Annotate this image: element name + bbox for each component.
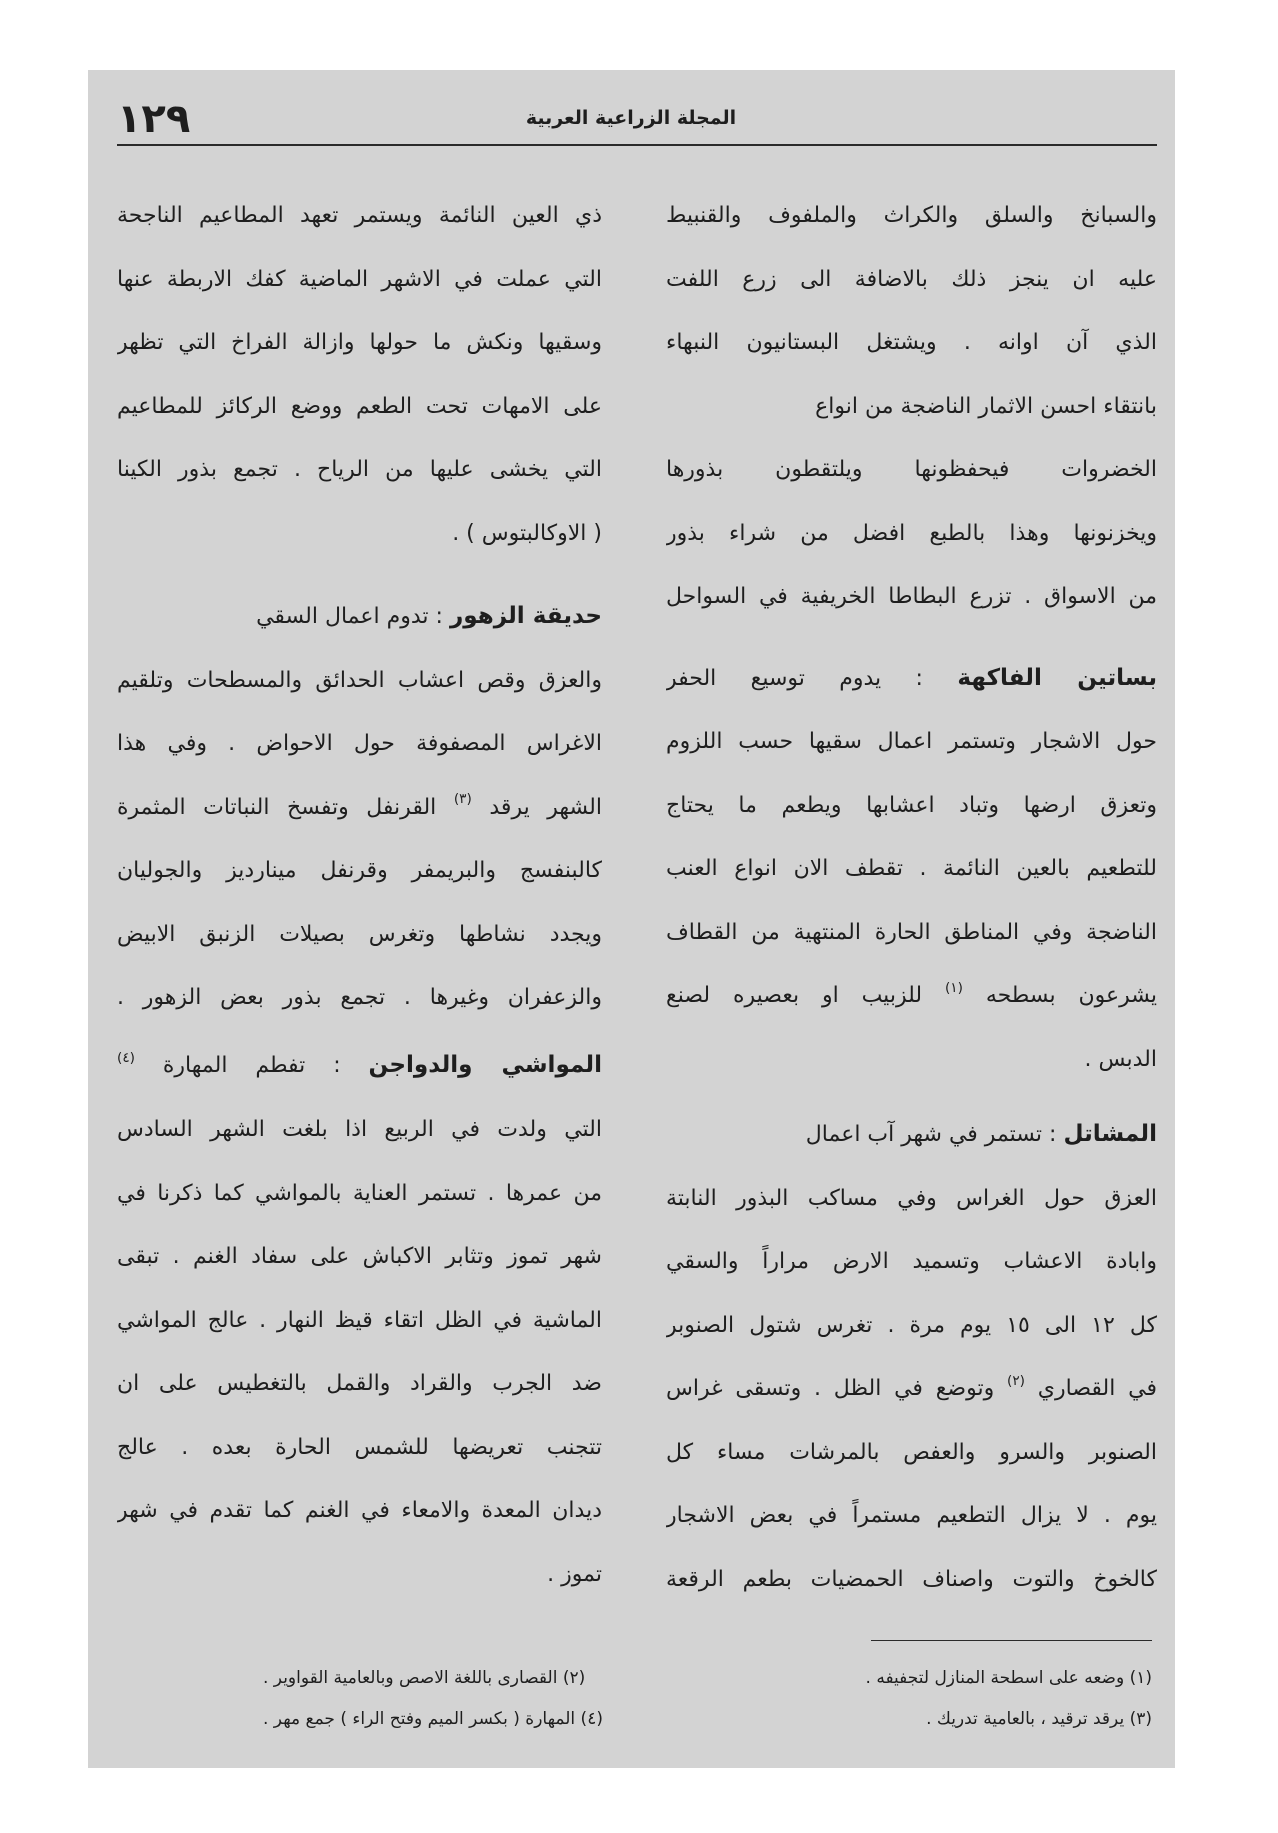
- line-content: [666, 1503, 1157, 1528]
- text-line: [666, 1294, 1157, 1358]
- text-line: [117, 1162, 602, 1226]
- paragraph: [666, 1103, 1157, 1611]
- line-content: [117, 791, 602, 820]
- line-text: ( الاوكالبتوس ) .: [452, 520, 602, 546]
- line-content: [666, 1567, 1157, 1592]
- text-line: [117, 1225, 602, 1289]
- footnote: (٣) يرقد ترقيد ، بالعامية تدريك .: [926, 1709, 1152, 1729]
- paragraph: [117, 585, 602, 1030]
- text-line: [666, 438, 1157, 502]
- text-line: [117, 1543, 602, 1607]
- footnote: (٤) المهارة ( بكسر الميم وفتح الراء ) جمع مهر .: [263, 1709, 603, 1729]
- line-text: كل ١٢ الى ١٥ يوم مرة . تغرس شتول الصنوبر: [666, 1312, 1157, 1338]
- line-text: والعزق وقص اعشاب الحدائق والمسطحات وتلقيم: [117, 667, 602, 693]
- line-text: والسبانخ والسلق والكراث والملفوف والقنبيط: [666, 203, 1157, 228]
- text-line: [666, 184, 1157, 248]
- line-content: [666, 920, 1157, 945]
- line-text: ويخزنونها وهذا بالطبع افضل من شراء بذور: [666, 520, 1157, 546]
- line-content: [117, 985, 602, 1010]
- line-text: ضد الجرب والقراد والقمل بالتغطيس على ان: [117, 1371, 602, 1396]
- text-line: [117, 839, 602, 903]
- paragraph: [117, 184, 602, 565]
- line-text: القرنفل وتفسخ النباتات المثمرة: [117, 794, 437, 820]
- line-content: [117, 203, 602, 228]
- line-text: عليه ان ينجز ذلك بالاضافة الى زرع اللفت: [666, 266, 1157, 292]
- line-content: [117, 330, 602, 355]
- line-text: الماشية في الظل اتقاء قيظ النهار . عالج المواشي: [117, 1307, 602, 1333]
- line-text: تموز .: [547, 1561, 602, 1587]
- line-text: ويجدد نشاطها وتغرس بصيلات الزنبق الابيض: [117, 921, 602, 947]
- line-content: [666, 457, 1157, 482]
- line-text: للتطعيم بالعين النائمة . تقطف الان انواع العنب: [666, 856, 1157, 881]
- line-content: [117, 858, 602, 883]
- text-line: [666, 248, 1157, 312]
- text-line: [117, 966, 602, 1030]
- footnote-marker: (١): [944, 979, 963, 996]
- text-column-right: [666, 184, 1157, 1611]
- line-content: [666, 1372, 1157, 1401]
- line-text: وتوضع في الظل . وتسقى غراس: [666, 1376, 995, 1401]
- line-text: الذي آن اوانه . ويشتغل البستانيون النبهاء: [666, 330, 1157, 355]
- section-heading: حديقة الزهور: [449, 603, 602, 629]
- line-text: من عمرها . تستمر العناية بالمواشي كما ذكرنا في: [117, 1180, 602, 1206]
- line-text: للزبيب او بعصيره لصنع: [666, 983, 923, 1008]
- line-text: : تدوم اعمال السقي: [256, 604, 443, 629]
- footnote: (٢) القصارى باللغة الاصص وبالعامية القواوير .: [263, 1668, 586, 1688]
- paragraph: [666, 647, 1157, 1092]
- footnote-row: [263, 1663, 1152, 1693]
- line-content: [815, 394, 1157, 419]
- line-text: التي عملت في الاشهر الماضية كفك الاربطة عنها: [117, 266, 602, 292]
- line-text: : تفطم المهارة: [162, 1053, 341, 1079]
- line-text: التي ولدت في الربيع اذا بلغت الشهر السادس: [117, 1117, 602, 1142]
- line-text: ذي العين النائمة ويستمر تعهد المطاعيم الناجحة: [117, 203, 602, 228]
- line-content: [117, 668, 602, 693]
- line-text: الاغراس المصفوفة حول الاحواض . وفي هذا: [117, 731, 602, 756]
- line-content: [666, 1186, 1157, 1211]
- line-text: وابادة الاعشاب وتسميد الارض مراراً والسقي: [666, 1249, 1157, 1274]
- text-line: [666, 901, 1157, 965]
- line-content: [117, 1371, 602, 1396]
- line-content: [117, 922, 602, 947]
- text-line: [117, 1098, 602, 1162]
- line-content: [117, 457, 602, 482]
- footnote-marker: (٤): [117, 1050, 135, 1067]
- line-content: [666, 729, 1157, 754]
- line-content: [117, 267, 602, 292]
- line-text: الدبس .: [1084, 1046, 1157, 1072]
- text-line: [666, 710, 1157, 774]
- line-content: [117, 394, 602, 419]
- line-content: [666, 1249, 1157, 1274]
- text-line: [666, 964, 1157, 1028]
- line-text: الخضروات فيحفظونها ويلتقطون بذورها: [666, 457, 1157, 482]
- text-line: [117, 248, 602, 312]
- line-text: ديدان المعدة والامعاء في الغنم كما تقدم في شهر: [117, 1498, 602, 1523]
- text-line: [666, 375, 1157, 439]
- text-line: [666, 1421, 1157, 1485]
- magazine-page: [88, 70, 1175, 1768]
- line-content: [117, 1244, 602, 1269]
- line-content: [666, 1440, 1157, 1465]
- line-text: حول الاشجار وتستمر اعمال سقيها حسب اللزوم: [666, 729, 1157, 754]
- text-line: [117, 311, 602, 375]
- line-text: وتعزق ارضها وتباد اعشابها ويطعم ما يحتاج: [666, 792, 1157, 818]
- text-line: [117, 1416, 602, 1480]
- line-text: الناضجة وفي المناطق الحارة المنتهية من القطاف: [666, 919, 1157, 945]
- line-text: يشرعون بسطحه: [985, 983, 1157, 1008]
- line-text: يوم . لا يزال التطعيم مستمراً في بعض الاشجار: [666, 1503, 1157, 1528]
- line-content: [666, 203, 1157, 228]
- text-line: [666, 1028, 1157, 1092]
- line-text: الشهر يرقد: [489, 794, 602, 820]
- text-line: [666, 565, 1157, 629]
- line-content: [117, 1435, 602, 1460]
- line-content: [117, 1181, 602, 1206]
- line-text: والزعفران وغيرها . تجمع بذور بعض الزهور .: [117, 985, 602, 1010]
- text-line: [117, 502, 602, 566]
- text-line: [666, 647, 1157, 711]
- line-content: [666, 793, 1157, 818]
- text-line: [117, 1352, 602, 1416]
- line-text: العزق حول الغراس وفي مساكب البذور النابتة: [666, 1185, 1157, 1211]
- text-column-left: [117, 184, 602, 1606]
- line-content: [666, 856, 1157, 881]
- line-content: [666, 330, 1157, 355]
- section-heading: بساتين الفاكهة: [957, 664, 1157, 691]
- text-line: [666, 311, 1157, 375]
- line-content: [117, 731, 602, 756]
- line-content: [666, 521, 1157, 546]
- text-line: [117, 585, 602, 649]
- line-text: بانتقاء احسن الاثمار الناضجة من انواع: [815, 393, 1157, 419]
- line-content: [117, 1043, 602, 1079]
- text-line: [666, 1548, 1157, 1612]
- footnote: (١) وضعه على اسطحة المنازل لتجفيفه .: [865, 1668, 1152, 1688]
- line-text: من الاسواق . تزرع البطاطا الخريفية في السواحل: [666, 584, 1157, 609]
- line-text: كالخوخ والتوت واصناف الحمضيات بطعم الرقعة: [666, 1566, 1157, 1592]
- section-heading: المواشي والدواجن: [368, 1052, 602, 1079]
- footnote-rule: [871, 1640, 1152, 1641]
- text-line: [117, 438, 602, 502]
- text-line: [117, 375, 602, 439]
- line-text: في القصاري: [1037, 1376, 1157, 1401]
- journal-title: المجلة الزراعية العربية: [525, 107, 737, 129]
- line-text: الصنوبر والسرو والعفص بالمرشات مساء كل: [666, 1439, 1157, 1465]
- text-line: [117, 1289, 602, 1353]
- text-line: [117, 184, 602, 248]
- line-text: التي يخشى عليها من الرياح . تجمع بذور الكينا: [117, 457, 602, 482]
- footnote-row: [263, 1704, 1152, 1734]
- line-content: [452, 521, 602, 546]
- header-rule: [117, 144, 1157, 146]
- text-line: [117, 712, 602, 776]
- text-line: [117, 903, 602, 967]
- line-text: : يدوم توسيع الحفر: [666, 665, 923, 691]
- footnote-marker: (٣): [453, 791, 472, 808]
- line-content: [117, 1308, 602, 1333]
- text-line: [666, 1357, 1157, 1421]
- line-text: شهر تموز وتثابر الاكباش على سفاد الغنم . تبقى: [117, 1244, 602, 1269]
- text-line: [666, 1167, 1157, 1231]
- section-heading: المشاتل: [1063, 1121, 1157, 1147]
- text-line: [666, 1484, 1157, 1548]
- text-line: [666, 1230, 1157, 1294]
- text-line: [666, 837, 1157, 901]
- line-text: وسقيها ونكش ما حولها وازالة الفراخ التي تظهر: [117, 330, 602, 355]
- text-line: [117, 649, 602, 713]
- text-line: [666, 502, 1157, 566]
- line-content: [666, 584, 1157, 609]
- text-line: [117, 1035, 602, 1099]
- line-content: [1084, 1047, 1157, 1072]
- text-line: [117, 776, 602, 840]
- line-content: [666, 1313, 1157, 1338]
- paragraph: [666, 184, 1157, 629]
- line-text: على الامهات تحت الطعم ووضع الركائز للمطاعيم: [117, 393, 602, 419]
- line-content: [117, 1498, 602, 1523]
- line-content: [547, 1562, 602, 1587]
- line-text: تتجنب تعريضها للشمس الحارة بعده . عالج: [117, 1434, 602, 1460]
- line-content: [666, 979, 1157, 1008]
- line-content: [666, 267, 1157, 292]
- footnote-marker: (٢): [1007, 1372, 1025, 1389]
- page-number: ١٢٩: [117, 96, 191, 142]
- line-content: [256, 604, 602, 629]
- line-text: كالبنفسج والبريمفر وقرنفل مينارديز والجوليان: [117, 858, 602, 883]
- line-content: [666, 666, 1157, 691]
- text-line: [666, 1103, 1157, 1167]
- line-text: : تستمر في شهر آب اعمال: [805, 1122, 1057, 1147]
- line-content: [117, 1117, 602, 1142]
- line-content: [806, 1122, 1157, 1147]
- text-line: [666, 774, 1157, 838]
- text-line: [117, 1479, 602, 1543]
- paragraph: [117, 1035, 602, 1607]
